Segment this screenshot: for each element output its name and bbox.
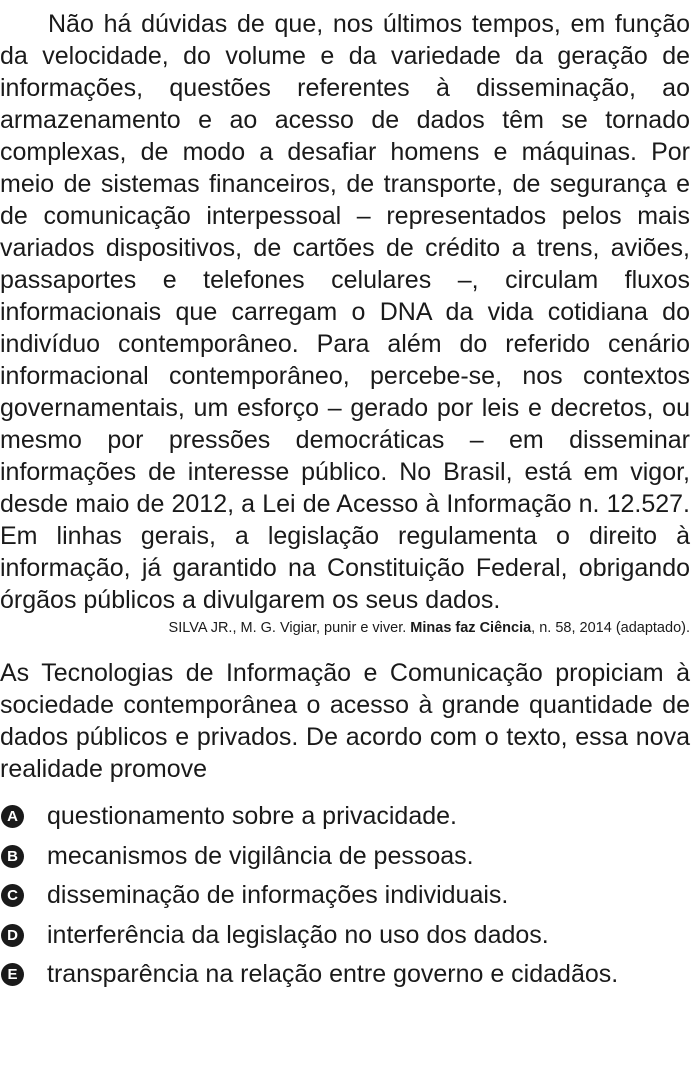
citation (0, 618, 690, 638)
option-e-letter-badge: E (1, 963, 24, 986)
option-b-text: mecanismos de vigilância de pessoas. (47, 841, 474, 870)
option-c-text: disseminação de informações individuais. (47, 881, 509, 910)
option-e[interactable] (0, 955, 690, 995)
option-a[interactable] (0, 797, 690, 837)
question-page (0, 8, 690, 995)
option-c-letter-badge: C (1, 884, 24, 907)
option-d[interactable] (0, 916, 690, 956)
option-d-letter-badge: D (1, 924, 24, 947)
option-e-text: transparência na relação entre governo e cidadãos. (47, 960, 619, 989)
passage-text: Não há dúvidas de que, nos últimos tempos, em função da velocidade, do volume e da variedade da geração de informações, questões referentes à disseminação, ao armazenamento e ao acesso de dados têm se tornado complexas, de modo a desafiar homens e máquinas. Por meio de sistemas financeiros, de transporte, de segurança e de comunicação interpessoal – representados pelos mais variados dispositivos, de cartões de crédito a trens, aviões, passaportes e telefones celulares –, circulam fluxos informacionais que carregam o DNA da vida cotidiana do indivíduo contemporâneo. Para além do referido cenário informacional contemporâneo, percebe-se, nos contextos governamentais, um esforço – gerado por leis e decretos, ou mesmo por pressões democráticas – em disseminar informações de interesse público. No Brasil, está em vigor, desde maio de 2012, a Lei de Acesso à Informação n. 12.527. Em linhas gerais, a legislação regulamenta o direito à informação, já garantido na Constituição Federal, obrigando órgãos públicos a divulgarem os seus dados. (0, 10, 690, 614)
option-d-text: interferência da legislação no uso dos dados. (47, 920, 549, 949)
option-a-text: questionamento sobre a privacidade. (47, 802, 457, 831)
answer-options (0, 797, 690, 995)
question-stem: As Tecnologias de Informação e Comunicação propiciam à sociedade contemporânea o acesso à grande quantidade de dados públicos e privados. De acordo com o texto, essa nova realidade promove (0, 659, 690, 783)
option-c[interactable] (0, 876, 690, 916)
option-b[interactable] (0, 837, 690, 877)
citation-author-title: SILVA JR., M. G. Vigiar, punir e viver. (168, 620, 411, 636)
citation-source: Minas faz Ciência (410, 620, 532, 636)
option-b-letter-badge: B (1, 845, 24, 868)
citation-details: , n. 58, 2014 (adaptado). (531, 620, 690, 636)
option-a-letter-badge: A (1, 805, 24, 828)
